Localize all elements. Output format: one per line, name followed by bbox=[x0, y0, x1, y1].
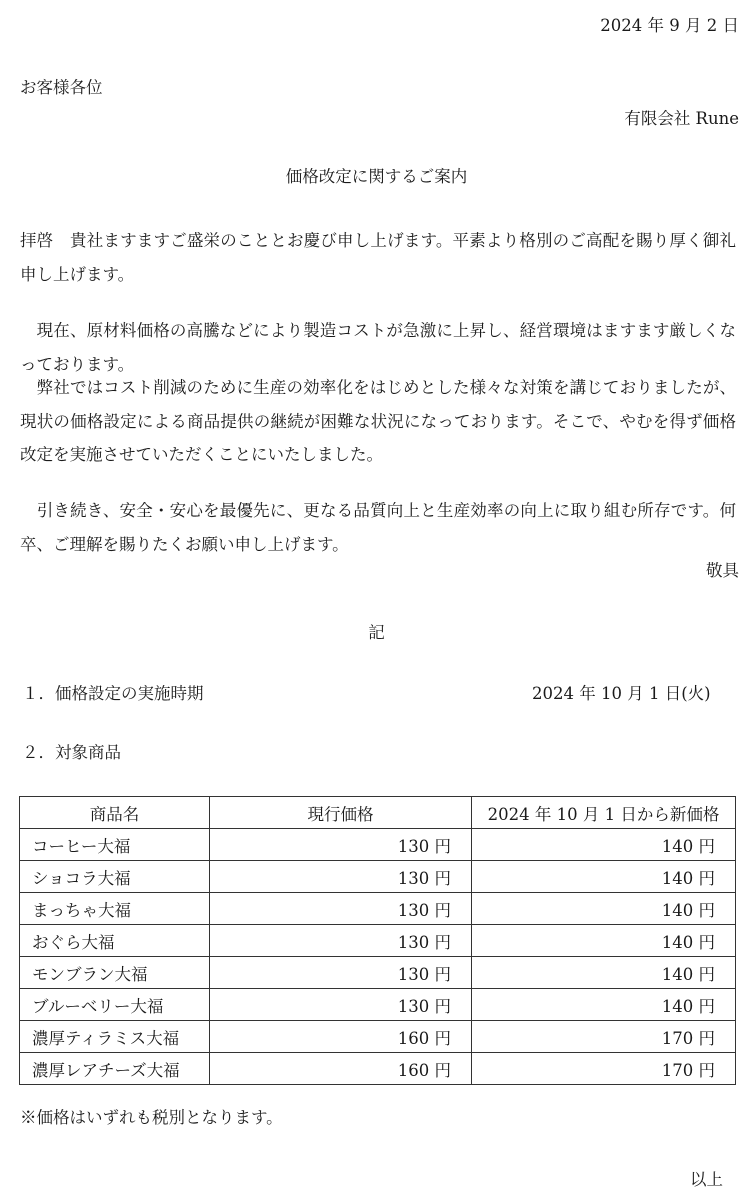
product-name: モンブラン大福 bbox=[20, 957, 210, 989]
product-name: ブルーベリー大福 bbox=[20, 989, 210, 1021]
ki-heading: 記 bbox=[368, 623, 385, 642]
current-price: 130 円 bbox=[210, 957, 472, 989]
end-mark: 以上 bbox=[690, 1170, 723, 1189]
letter-date: 2024 年 9 月 2 日 bbox=[600, 16, 739, 35]
current-price: 130 円 bbox=[210, 829, 472, 861]
new-price: 140 円 bbox=[472, 893, 736, 925]
header-new-price: 2024 年 10 月 1 日から新価格 bbox=[472, 797, 736, 829]
item1-label: １．価格設定の実施時期 bbox=[22, 684, 204, 703]
table-row bbox=[20, 957, 736, 989]
new-price: 140 円 bbox=[472, 989, 736, 1021]
new-price: 170 円 bbox=[472, 1021, 736, 1053]
current-price: 160 円 bbox=[210, 1053, 472, 1085]
new-price: 140 円 bbox=[472, 957, 736, 989]
table-header-row bbox=[20, 797, 736, 829]
header-product-name: 商品名 bbox=[20, 797, 210, 829]
product-name: コーヒー大福 bbox=[20, 829, 210, 861]
new-price: 170 円 bbox=[472, 1053, 736, 1085]
header-current-price: 現行価格 bbox=[210, 797, 472, 829]
table-row bbox=[20, 1053, 736, 1085]
product-name: 濃厚レアチーズ大福 bbox=[20, 1053, 210, 1085]
current-price: 130 円 bbox=[210, 925, 472, 957]
table-row bbox=[20, 925, 736, 957]
table-row bbox=[20, 989, 736, 1021]
new-price: 140 円 bbox=[472, 861, 736, 893]
closing-keigu: 敬具 bbox=[706, 561, 739, 580]
body-paragraph-2 bbox=[20, 371, 736, 472]
current-price: 130 円 bbox=[210, 893, 472, 925]
company-name: 有限会社 Rune bbox=[624, 109, 739, 128]
current-price: 130 円 bbox=[210, 989, 472, 1021]
table-row bbox=[20, 893, 736, 925]
table-row bbox=[20, 861, 736, 893]
product-name: まっちゃ大福 bbox=[20, 893, 210, 925]
item2-label: ２．対象商品 bbox=[22, 743, 121, 762]
new-price: 140 円 bbox=[472, 925, 736, 957]
body-paragraph-2-text: 弊社ではコスト削減のために生産の効率化をはじめとした様々な対策を講じておりましたが、現状の価格設定による商品提供の継続が困難な状況になっております。そこで、やむを得ず価格改定を実施させていただくことにいたしました。 bbox=[20, 378, 737, 464]
price-table bbox=[19, 796, 736, 1085]
body-paragraph-3 bbox=[20, 494, 736, 561]
table-row bbox=[20, 829, 736, 861]
greeting-paragraph: 拝啓 貴社ますますご盛栄のこととお慶び申し上げます。平素より格別のご高配を賜り厚く御礼申し上げます。 bbox=[20, 231, 736, 284]
tax-note: ※価格はいずれも税別となります。 bbox=[20, 1108, 283, 1127]
item1-date: 2024 年 10 月 1 日(火) bbox=[532, 684, 711, 703]
new-price: 140 円 bbox=[472, 829, 736, 861]
document-title: 価格改定に関するご案内 bbox=[285, 167, 468, 186]
table-row bbox=[20, 1021, 736, 1053]
body-paragraph-3-text: 引き続き、安全・安心を最優先に、更なる品質向上と生産効率の向上に取り組む所存です。何卒、ご理解を賜りたくお願い申し上げます。 bbox=[20, 501, 736, 554]
product-name: ショコラ大福 bbox=[20, 861, 210, 893]
product-name: おぐら大福 bbox=[20, 925, 210, 957]
current-price: 130 円 bbox=[210, 861, 472, 893]
current-price: 160 円 bbox=[210, 1021, 472, 1053]
product-name: 濃厚ティラミス大福 bbox=[20, 1021, 210, 1053]
body-paragraph-1-text: 現在、原材料価格の高騰などにより製造コストが急激に上昇し、経営環境はますます厳しくなっております。 bbox=[20, 321, 737, 374]
recipient: お客様各位 bbox=[20, 78, 103, 97]
